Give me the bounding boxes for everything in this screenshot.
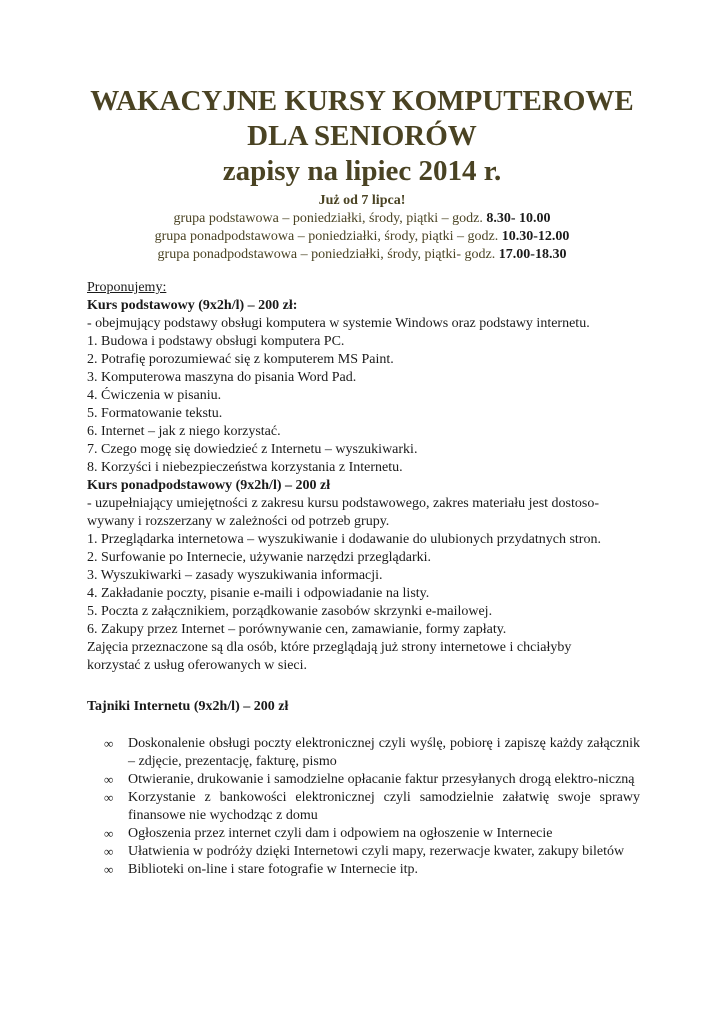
group-hours: 8.30- 10.00: [486, 211, 551, 226]
infinity-bullet-icon: ∞: [104, 772, 114, 787]
list-item: 2. Potrafię porozumiewać się z komputerem MS Paint.: [87, 352, 394, 367]
infinity-bullet-icon: ∞: [104, 844, 114, 859]
group-schedule-2: [0, 228, 724, 246]
list-item-text: Doskonalenie obsługi poczty elektronicznej czyli wyślę, pobiorę i zapiszę każdy załącznik – zdjęcie, prezentację, fakturę, pismo: [128, 736, 640, 769]
list-item: 5. Poczta z załącznikiem, porządkowanie zasobów skrzynki e-mailowej.: [87, 604, 493, 619]
group-schedule-3: [0, 246, 724, 264]
list-item: 4. Zakładanie poczty, pisanie e-maili i odpowiadanie na listy.: [87, 586, 430, 601]
list-item-text: Korzystanie z bankowości elektronicznej czyli samodzielnie załatwię swoje sprawy finansowe nie wychodząc z domu: [128, 790, 640, 823]
list-item: [104, 735, 640, 771]
list-item: 4. Ćwiczenia w pisaniu.: [87, 388, 222, 403]
list-item: [104, 789, 640, 825]
list-item: 6. Internet – jak z niego korzystać.: [87, 424, 281, 439]
group-text: grupa podstawowa – poniedziałki, środy, piątki – godz.: [173, 211, 487, 226]
list-item: [104, 825, 640, 843]
course-secrets-list: [104, 735, 640, 879]
course-advanced-intro-2: wywany i rozszerzany w zależności od potrzeb grupy.: [87, 514, 390, 529]
list-item-text: Otwieranie, drukowanie i samodzielne opłacanie faktur przesyłanych drogą elektro-niczną: [128, 772, 635, 787]
course-basic-intro: - obejmujący podstawy obsługi komputera w systemie Windows oraz podstawy internetu.: [87, 316, 590, 331]
list-item: [104, 771, 640, 789]
course-basic-title: Kurs podstawowy (9x2h/l) – 200 zł:: [87, 298, 298, 313]
list-item: 3. Komputerowa maszyna do pisania Word Pad.: [87, 370, 357, 385]
course-advanced-note-2: korzystać z usług oferowanych w sieci.: [87, 658, 308, 673]
infinity-bullet-icon: ∞: [104, 736, 114, 751]
offer-label: Proponujemy:: [87, 280, 167, 295]
infinity-bullet-icon: ∞: [104, 790, 114, 805]
group-hours: 10.30-12.00: [501, 229, 570, 244]
list-item: 3. Wyszukiwarki – zasady wyszukiwania informacji.: [87, 568, 383, 583]
course-secrets-title: Tajniki Internetu (9x2h/l) – 200 zł: [87, 699, 289, 714]
title-line-3: zapisy na lipiec 2014 r.: [222, 155, 502, 187]
course-advanced-note-1: Zajęcia przeznaczone są dla osób, które przeglądają już strony internetowe i chciałyby: [87, 640, 572, 655]
list-item: 1. Przeglądarka internetowa – wyszukiwanie i dodawanie do ulubionych przydatnych stron.: [87, 532, 601, 547]
group-hours: 17.00-18.30: [498, 247, 567, 262]
start-note: Już od 7 lipca!: [318, 193, 406, 208]
course-advanced-intro-1: - uzupełniający umiejętności z zakresu kursu podstawowego, zakres materiału jest dostoso-: [87, 496, 600, 511]
list-item: [104, 861, 640, 879]
infinity-bullet-icon: ∞: [104, 826, 114, 841]
course-descriptions: [87, 279, 647, 675]
list-item: 8. Korzyści i niebezpieczeństwa korzystania z Internetu.: [87, 460, 403, 475]
list-item-text: Ułatwienia w podróży dzięki Internetowi czyli mapy, rezerwacje kwater, zakupy biletów: [128, 844, 625, 859]
list-item: 7. Czego mogę się dowiedzieć z Internetu – wyszukiwarki.: [87, 442, 418, 457]
list-item-text: Biblioteki on-line i stare fotografie w Internecie itp.: [128, 862, 419, 877]
list-item: [104, 843, 640, 861]
group-text: grupa ponadpodstawowa – poniedziałki, środy, piątki – godz.: [154, 229, 502, 244]
list-item: 5. Formatowanie tekstu.: [87, 406, 223, 421]
list-item: 6. Zakupy przez Internet – porównywanie cen, zamawianie, formy zapłaty.: [87, 622, 507, 637]
group-text: grupa ponadpodstawowa – poniedziałki, środy, piątki- godz.: [157, 247, 499, 262]
course-advanced-title: Kurs ponadpodstawowy (9x2h/l) – 200 zł: [87, 478, 331, 493]
title-line-2: DLA SENIORÓW: [247, 120, 477, 152]
group-schedule-1: [0, 210, 724, 228]
list-item-text: Ogłoszenia przez internet czyli dam i odpowiem na ogłoszenie w Internecie: [128, 826, 553, 841]
list-item: 1. Budowa i podstawy obsługi komputera PC.: [87, 334, 345, 349]
list-item: 2. Surfowanie po Internecie, używanie narzędzi przeglądarki.: [87, 550, 432, 565]
infinity-bullet-icon: ∞: [104, 862, 114, 877]
title-line-1: WAKACYJNE KURSY KOMPUTEROWE: [90, 85, 634, 117]
